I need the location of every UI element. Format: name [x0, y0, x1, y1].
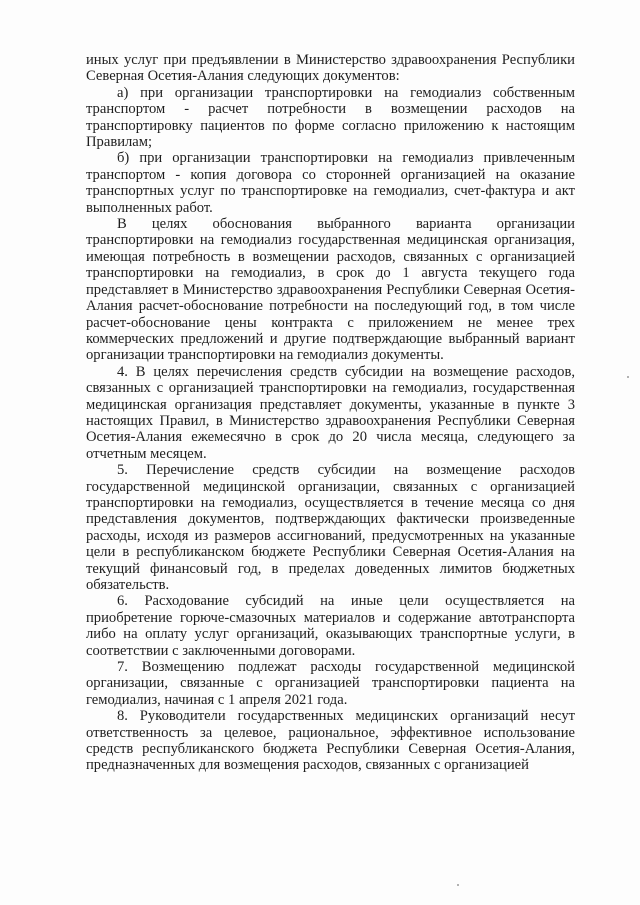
paragraph-clause-8: 8. Руководители государственных медицинских организаций несут ответственность за целевое, рациональное, эффективное использование средств республиканского бюджета Республики Северная Осетия-Алания, предназначенных для возмещения расходов, связанных с организацией [86, 708, 575, 774]
paragraph-item-a: а) при организации транспортировки на гемодиализ собственным транспортом - расчет потребности в возмещении расходов на транспортировку пациентов по форме согласно приложению к настоящим Правилам; [86, 84, 575, 151]
scan-speck [457, 884, 459, 886]
paragraph-clause-6: 6. Расходование субсидий на иные цели осуществляется на приобретение горюче-смазочных материалов и содержание автотранспорта либо на оплату услуг организаций, оказывающих транспортные услуги, в соответствии с заключенными договорами. [86, 593, 575, 659]
paragraph-clause-4: 4. В целях перечисления средств субсидии на возмещение расходов, связанных с организацией транспортировки на гемодиализ, государственная медицинская организация представляет документы, указанные в пункте 3 настоящих Правил, в Министерство здравоохранения Республики Северная Осетия-Алания ежемесячно в срок до 20 числа месяца, следующего за отчетным месяцем. [86, 363, 575, 462]
scan-speck [627, 376, 629, 378]
paragraph-continuation: иных услуг при предъявлении в Министерство здравоохранения Республики Северная Осетия-Алания следующих документов: [86, 52, 575, 85]
paragraph-justification: В целях обоснования выбранного варианта организации транспортировки на гемодиализ государственная медицинская организация, имеющая потребность в возмещении расходов, связанных с организацией транспортировки на гемодиализ, в срок до 1 августа текущего года представляет в Министерство здравоохранения Республики Северная Осетия-Алания расчет-обоснование потребности на последующий год, в том числе расчет-обоснование цены контракта с приложением не менее трех коммерческих предложений и другие подтверждающие выбранный вариант организации транспортировки на гемодиализ документы. [86, 216, 575, 364]
paragraph-clause-5: 5. Перечисление средств субсидии на возмещение расходов государственной медицинской организации, связанных с организацией транспортировки на гемодиализ, осуществляется в течение месяца со дня представления документов, подтверждающих фактически произведенные расходы, исходя из размеров ассигнований, предусмотренных на указанные цели в республиканском бюджете Республики Северная Осетия-Алания на текущий финансовый год, в пределах доведенных лимитов бюджетных обязательств. [86, 462, 575, 593]
document-body [86, 52, 575, 774]
paragraph-item-b: б) при организации транспортировки на гемодиализ привлеченным транспортом - копия договора со сторонней организацией на оказание транспортных услуг по транспортировке на гемодиализ, счет-фактура и акт выполненных работ. [86, 150, 575, 216]
paragraph-clause-7: 7. Возмещению подлежат расходы государственной медицинской организации, связанные с организацией транспортировки пациента на гемодиализ, начиная с 1 апреля 2021 года. [86, 659, 575, 708]
